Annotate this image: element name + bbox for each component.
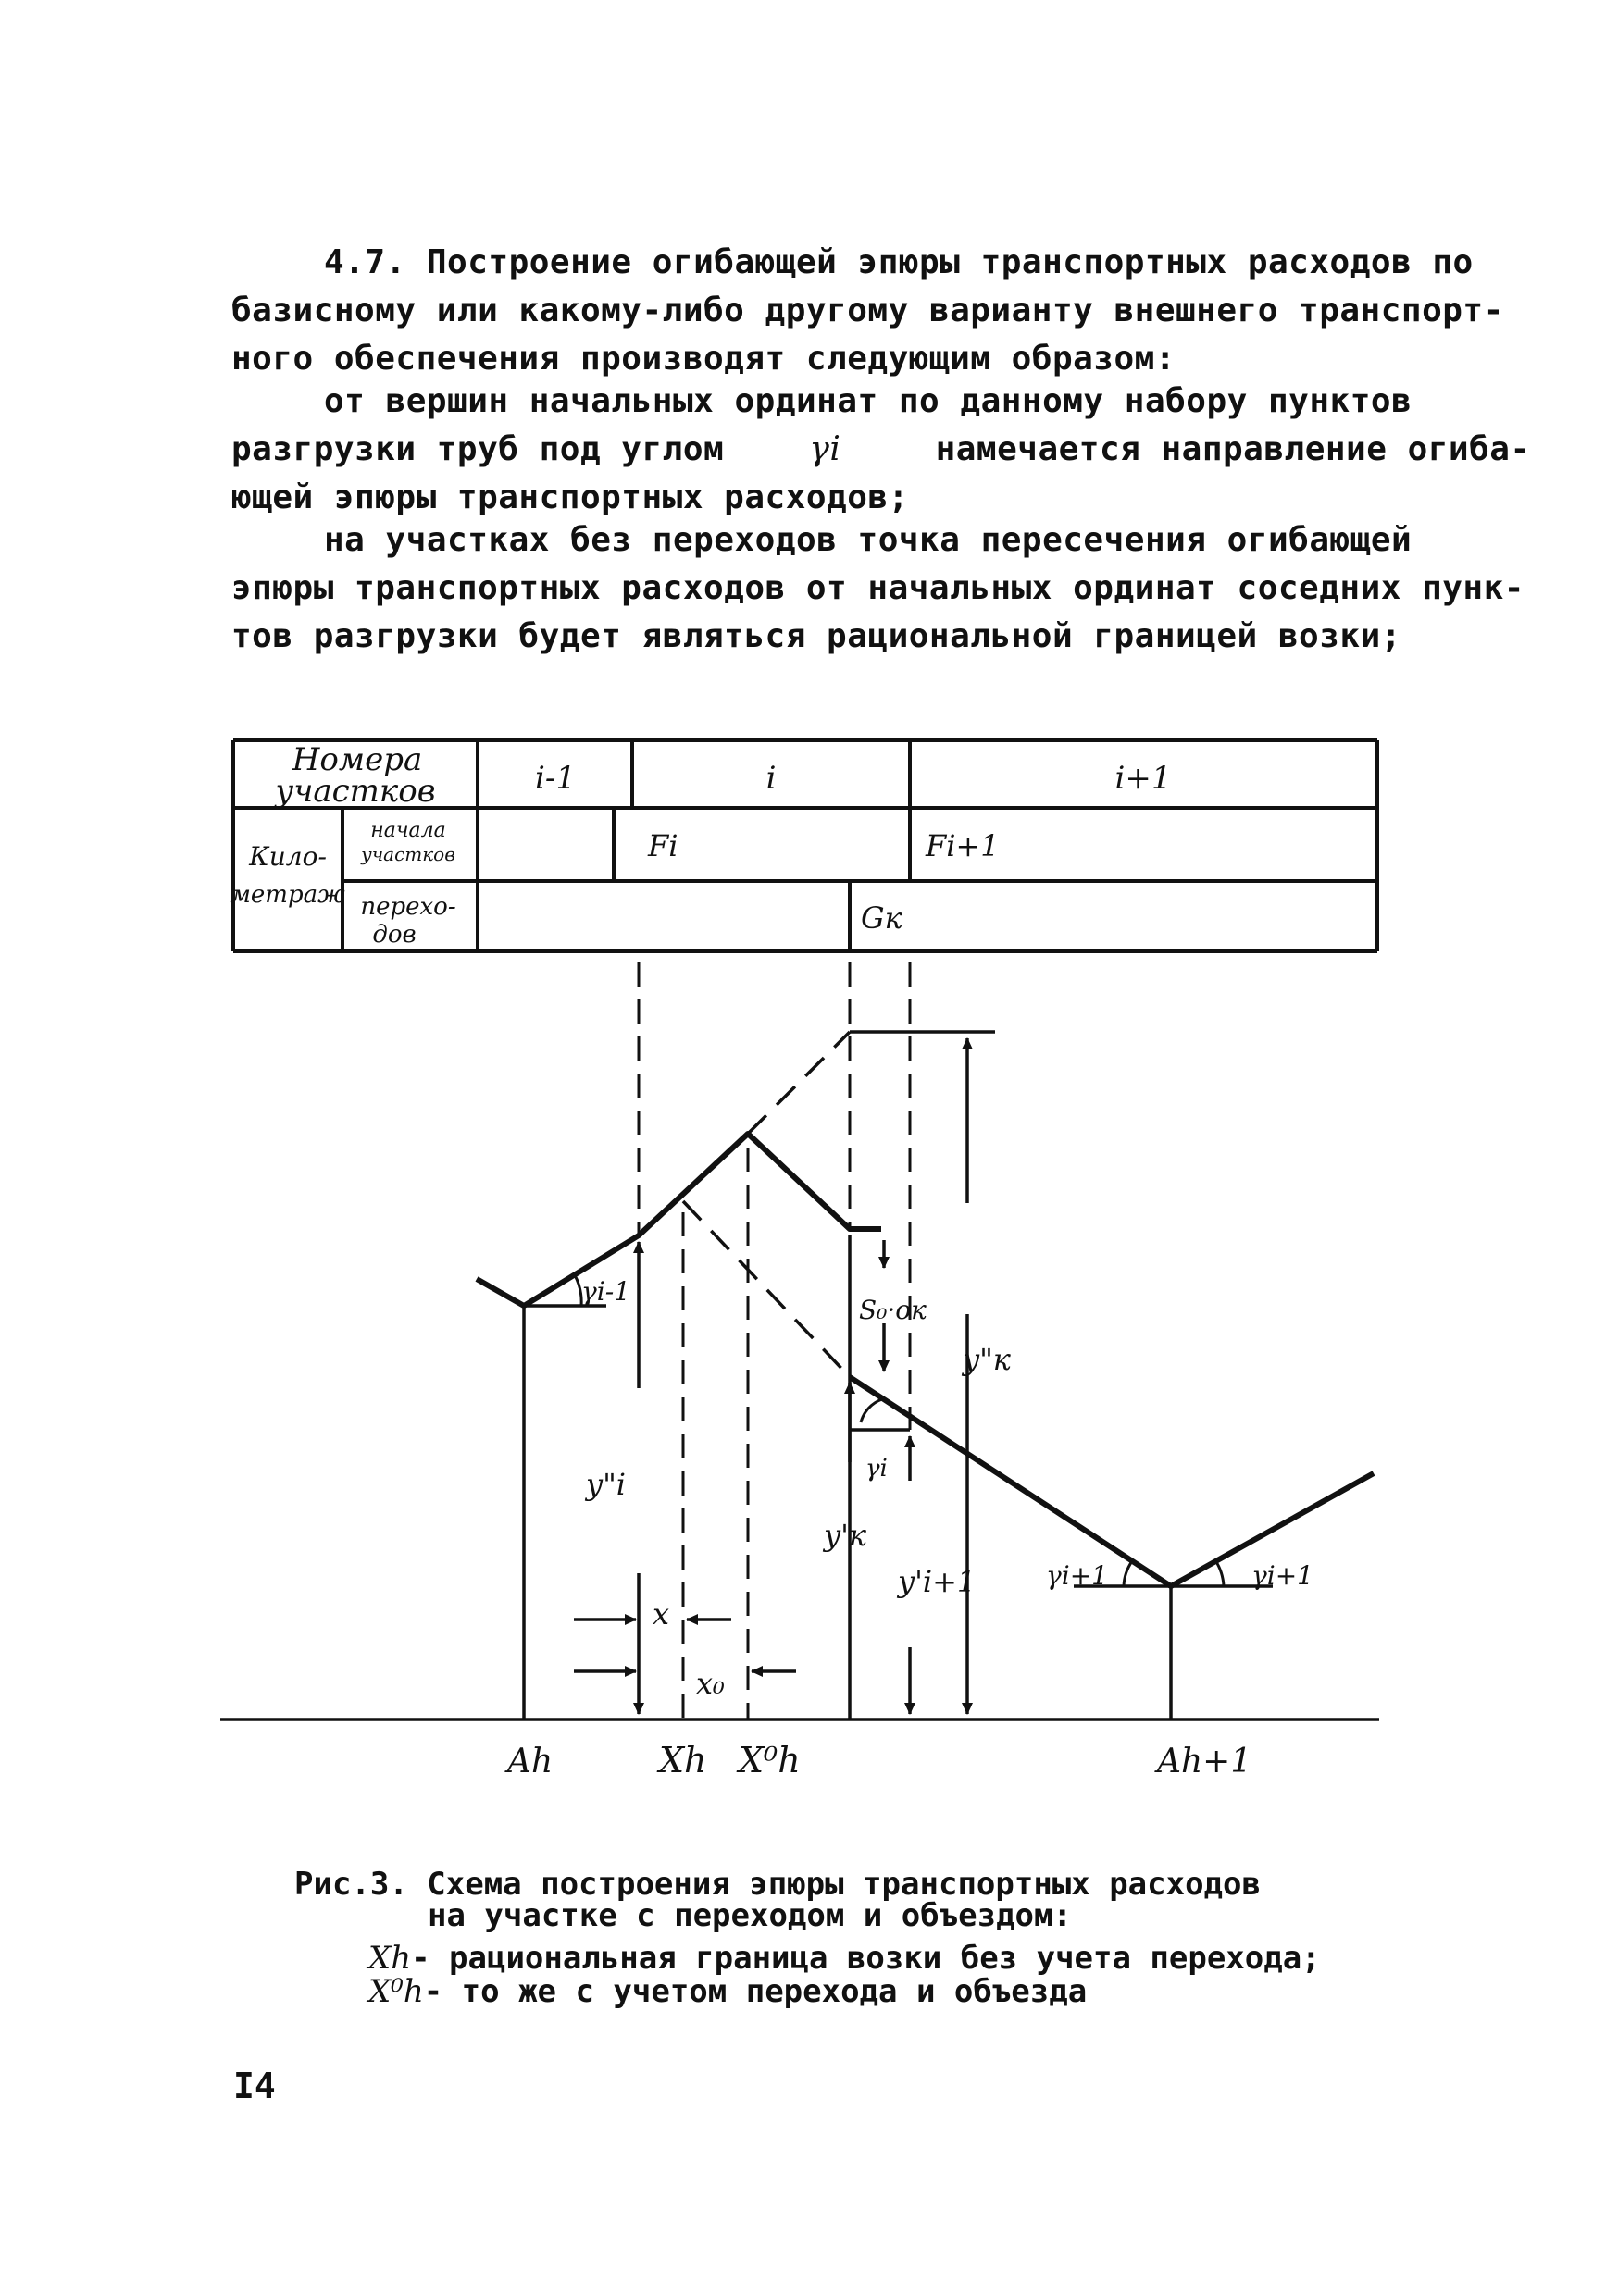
projection-lines: [639, 962, 910, 1719]
ordinate-label: y"i: [586, 1467, 627, 1502]
caption-symbol: X⁰h: [368, 1973, 424, 2010]
subrow-label: дов: [372, 921, 417, 949]
section-label: i: [765, 760, 777, 797]
ordinate-label: y"к: [963, 1342, 1011, 1377]
text-line: на участках без переходов точка пересечения огибающей: [324, 521, 1413, 559]
ordinates: [220, 1032, 1379, 1719]
table-header-label: участков: [275, 773, 436, 810]
offset-label: S₀·ок: [859, 1295, 927, 1325]
subrow-label: перехо-: [360, 893, 456, 921]
caption-text: - то же с учетом перехода и объезда: [423, 1973, 1088, 2010]
caption-item: [368, 1940, 1321, 1977]
text-line: от вершин начальных ординат по данному набору пунктов: [324, 382, 1413, 420]
subrow-label: участков: [361, 843, 455, 865]
base-point-label: Ah+1: [1157, 1743, 1252, 1781]
text-fragment: разгрузки труб под углом: [231, 430, 725, 468]
ordinate-label: y'i+1: [898, 1564, 977, 1599]
angle-label: γi+1: [1046, 1560, 1108, 1591]
row-label: метраж: [230, 881, 345, 909]
subrow-label: начала: [370, 819, 446, 842]
page-number: I4: [233, 2066, 276, 2106]
start-mark: Fi+1: [926, 828, 1000, 863]
angle-label: γi+1: [1251, 1560, 1313, 1591]
figure-caption-line: Рис.3. Схема построения эпюры транспортных расходов: [294, 1866, 1261, 1903]
angle-label: γi-1: [581, 1276, 630, 1307]
text-line: тов разгрузки будет являться рациональной границей возки;: [231, 617, 1401, 655]
dimension-label: x: [653, 1596, 670, 1632]
row-label: Кило-: [249, 841, 327, 872]
caption-symbol: Xh: [368, 1940, 412, 1977]
text-line: эпюры транспортных расходов от начальных ординат соседних пунк-: [231, 569, 1525, 607]
text-line: ющей эпюры транспортных расходов;: [231, 478, 909, 516]
crossing-mark: Gк: [861, 900, 902, 936]
section-label: i-1: [535, 760, 576, 797]
text-fragment: намечается направление огиба-: [935, 430, 1531, 468]
dimension-arrows: [574, 1038, 967, 1714]
base-point-label: Xh: [659, 1740, 707, 1781]
text-line: ного обеспечения производят следующим образом:: [231, 340, 1176, 378]
angle-label: γi: [865, 1455, 888, 1483]
text-line: базисному или какому-либо другому варианту внешнего транспорт-: [231, 292, 1504, 329]
ordinate-label: y'к: [824, 1518, 866, 1553]
base-point-label: X⁰h: [739, 1740, 801, 1781]
base-point-label: Ah: [507, 1743, 554, 1781]
section-label: i+1: [1114, 760, 1172, 797]
figure-caption-line: на участке с переходом и объездом:: [428, 1897, 1072, 1934]
caption-text: - рациональная граница возки без учета перехода;: [411, 1940, 1321, 1977]
table-header-label: Номера: [292, 741, 423, 778]
start-mark: Fi: [648, 828, 678, 863]
cost-envelope: [477, 1134, 1374, 1586]
caption-item: [368, 1973, 1087, 2010]
text-line: 4.7. Построение огибающей эпюры транспортных расходов по: [324, 243, 1474, 281]
gamma-i-symbol: γi: [809, 430, 841, 468]
dimension-label: x₀: [696, 1666, 725, 1701]
